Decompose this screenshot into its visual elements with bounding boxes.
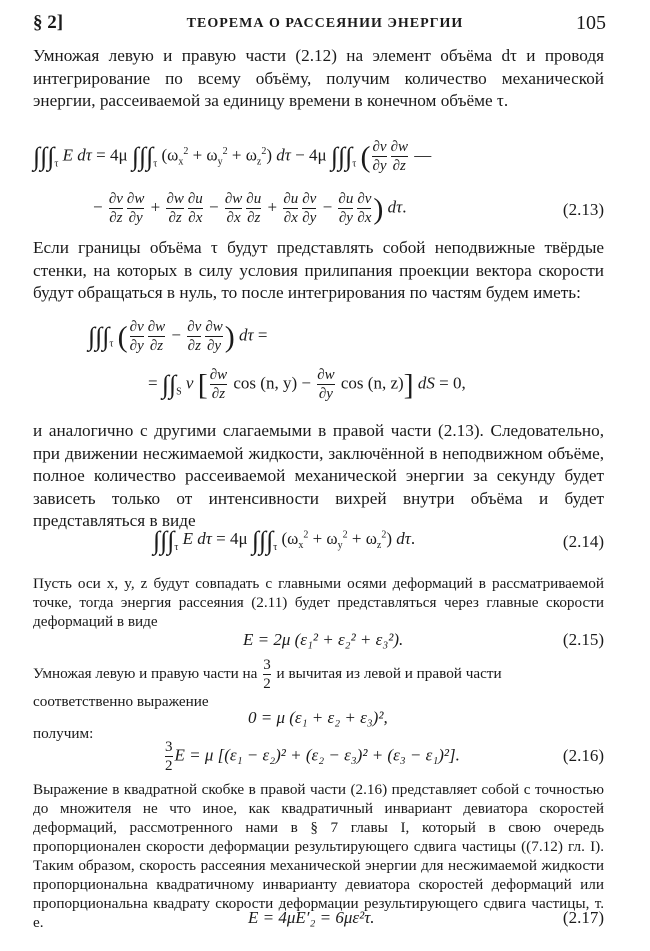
paragraph-2: Если границы объёма τ будут представлять собой неподвижные твёрдые стенки, на которых в силу условия прилипания проекции вектора скорости будут обращаться в нуль, то после интегрирования по частям будем иметь:: [33, 238, 604, 303]
equation-parts-line-1: $\int\int\int_\tau$ ( $\frac{\partial v}{\partial y}$ $\frac{\partial w}{\partial z}$ − $\frac{\partial v}{\partial z}$ $\frac{\partial w}{\partial y}$ ) dτ =: [88, 319, 268, 354]
paragraph-1: Умножая левую и правую части (2.12) на элемент объёма dτ и проводя интегрирование по всему объёму, получим количество механической энергии, рассеиваемой за единицу времени в конечном объёме τ.: [33, 46, 604, 111]
equation-zero-body: 0 = μ (ε₁ + ε₂ + ε₃)²,: [248, 708, 388, 727]
equation-number-2-15: (2.15): [562, 630, 604, 649]
section-marker: § 2]: [33, 12, 64, 33]
equation-number-2-13: (2.13): [562, 200, 604, 219]
running-title: ТЕОРЕМА О РАССЕЯНИИ ЭНЕРГИИ: [186, 16, 464, 31]
fraction-three-halves: $\frac{3}{2}$: [263, 657, 271, 692]
paragraph-5-part-b: и вычитая из левой и правой части: [276, 664, 502, 682]
paragraph-5-c: соответственно выражение: [33, 693, 209, 710]
page-number: 105: [576, 12, 606, 34]
equation-2-16-rhs: E = μ [(ε₁ − ε₂)² + (ε₂ − ε₃)² + (ε₃ − ε₁)²].: [174, 745, 460, 765]
paragraph-7: Выражение в квадратной скобке в правой части (2.16) представляет собой с точностью до множителя не что иное, как квадратичный инвариант девиатора скоростей деформаций, рассмотренного нами в § 7 главы I, который в свою очередь пропорционален скорости деформации результирующего сдвига частицы ((7.12) гл. I). Таким образом, скорость рассеяния механической энергии для несжимаемой жидкости пропорциональна квадратичному инварианту девиатора скоростей деформаций или пропорциональна квадрату скорости деформации результирующего сдвига частицы, т. е.: [33, 781, 604, 931]
paragraph-5-part-a: Умножая левую и правую части на: [33, 664, 258, 682]
equation-2-13-line-2: − $\frac{\partial v}{\partial z}$ $\frac{\partial w}{\partial y}$ + $\frac{\partial w}{\partial z}$ $\frac{\partial u}{\partial x}$ − $\frac{\partial w}{\partial x}$ $\frac{\partial u}{\partial z}$ + $\frac{\partial u}{\partial x}$ $\frac{\partial v}{\partial y}$ − $\frac{\partial u}{\partial y}$ $\frac{\partial v}{\partial x}$ ) dτ. (2.13): [93, 191, 604, 226]
equation-2-15: [33, 630, 604, 654]
equation-number-2-17: (2.17): [562, 908, 604, 927]
equation-number-2-14: (2.14): [562, 532, 604, 551]
paragraph-5: [33, 656, 633, 693]
equation-2-13-line-1: $\int\int\int_\tau$ E dτ = 4μ $\int\int\int_\tau$ $(\omega_x^2 + \omega_y^2 + \omega_z^2) d\tau - 4\mu$ $\int\int\int_\tau$ ( $\frac{\partial v}{\partial y}$ $\frac{\partial w}{\partial z}$ —: [33, 139, 432, 174]
equation-2-17: [33, 908, 604, 932]
equation-parts-line-2: = $\int\int_S$ v [ $\frac{\partial w}{\partial z}$ cos (n, y) − $\frac{\partial w}{\partial y}$ cos (n, z)] dS = 0,: [148, 367, 466, 402]
paragraph-3: и аналогично с другими слагаемыми в правой части (2.13). Следовательно, при движении несжимаемой жидкости, заключённой в неподвижном объёме, полное количество рассеиваемой механической энергии за секунду будет зависеть только от интенсивности вихрей внутри объёма и будет представляться в виде: [33, 421, 604, 531]
equation-number-2-16: (2.16): [562, 746, 604, 765]
equation-2-17-body: E = 4μE′₂ = 6με²τ.: [248, 908, 375, 927]
paragraph-4: Пусть оси x, y, z будут совпадать с главными осями деформаций в рассматриваемой точке, тогда энергия рассеяния (2.11) будет представляться через главные скорости деформаций в виде: [33, 575, 604, 630]
equation-2-14: $\int\int\int_\tau$ E dτ = 4μ $\int\int\int_\tau$ $(\omega_x^2 + \omega_y^2 + \omega_z^2)$ dτ. (2.14): [153, 526, 604, 555]
paragraph-6: получим:: [33, 725, 94, 742]
equation-2-16: $\frac{3}{2}$ E = μ [(ε₁ − ε₂)² + (ε₂ − ε₃)² + (ε₃ − ε₁)²]. (2.16): [165, 739, 604, 774]
equation-2-15-body: E = 2μ (ε₁² + ε₂² + ε₃²).: [243, 630, 404, 649]
